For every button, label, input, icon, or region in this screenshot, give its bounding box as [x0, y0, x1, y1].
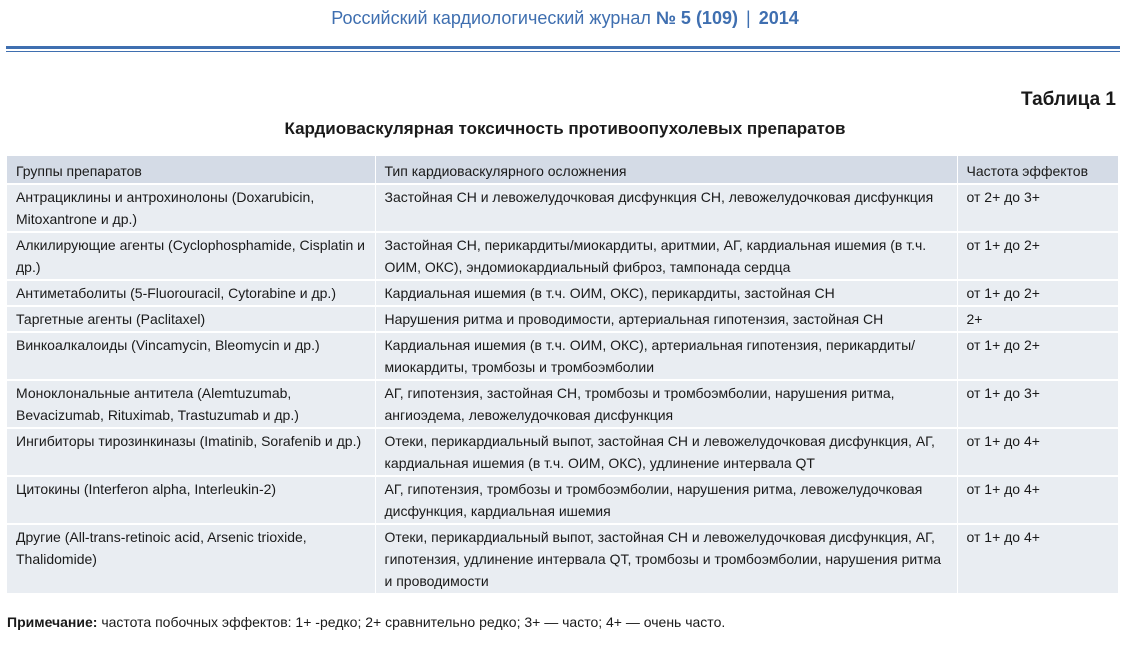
- cell-frequency: от 1+ до 2+: [957, 332, 1118, 380]
- journal-year: 2014: [758, 8, 799, 28]
- cell-complication: Кардиальная ишемия (в т.ч. ОИМ, ОКС), перикардиты, застойная СН: [375, 280, 957, 306]
- cell-complication: Кардиальная ишемия (в т.ч. ОИМ, ОКС), артериальная гипотензия, перикардиты/ миокардиты, тромбозы и тромбоэмболии: [375, 332, 957, 380]
- cell-frequency: от 1+ до 2+: [957, 232, 1118, 280]
- cell-frequency: от 2+ до 3+: [957, 184, 1118, 232]
- cell-complication: Застойная СН, перикардиты/миокардиты, аритмии, АГ, кардиальная ишемия (в т.ч. ОИМ, ОКС), эндомиокардиальный фиброз, тампонада сердца: [375, 232, 957, 280]
- table-row: [7, 476, 1118, 524]
- table-footnote: [7, 614, 725, 630]
- journal-issue: № 5 (109): [655, 8, 738, 28]
- journal-header: [0, 8, 1130, 34]
- table-title: Кардиоваскулярная токсичность противоопухолевых препаратов: [284, 119, 846, 138]
- cell-frequency: от 1+ до 4+: [957, 476, 1118, 524]
- cell-group: Цитокины (Interferon alpha, Interleukin-2): [7, 476, 375, 524]
- cell-complication: АГ, гипотензия, тромбозы и тромбоэмболии, нарушения ритма, левожелудочковая дисфункция, кардиальная ишемия: [375, 476, 957, 524]
- cell-group: Ингибиторы тирозинкиназы (Imatinib, Sorafenib и др.): [7, 428, 375, 476]
- cell-frequency: от 1+ до 4+: [957, 428, 1118, 476]
- cell-group: Другие (All-trans-retinoic acid, Arsenic trioxide, Thalidomide): [7, 524, 375, 593]
- header-separator: |: [745, 8, 751, 28]
- cell-complication: Отеки, перикардиальный выпот, застойная СН и левожелудочковая дисфункция, АГ, гипотензия, удлинение интервала QT, тромбозы и тромбоэмболии, нарушения ритма и проводимости: [375, 524, 957, 593]
- table-row: [7, 428, 1118, 476]
- cell-group: Таргетные агенты (Paclitaxel): [7, 306, 375, 332]
- cell-group: Винкоалкалоиды (Vincamycin, Bleomycin и др.): [7, 332, 375, 380]
- table-row: [7, 380, 1118, 428]
- table-row: [7, 184, 1118, 232]
- cell-complication: Застойная СН и левожелудочковая дисфункция СН, левожелудочковая дисфункция: [375, 184, 957, 232]
- table-row: [7, 332, 1118, 380]
- column-header-frequency: Частота эффектов: [957, 156, 1118, 184]
- column-header-complication: Тип кардиоваскулярного осложнения: [375, 156, 957, 184]
- table-row: [7, 232, 1118, 280]
- table-row: [7, 280, 1118, 306]
- cell-group: Алкилирующие агенты (Cyclophosphamide, Cisplatin и др.): [7, 232, 375, 280]
- cell-complication: АГ, гипотензия, застойная СН, тромбозы и тромбоэмболии, нарушения ритма, ангиоэдема, левожелудочковая дисфункция: [375, 380, 957, 428]
- table-row: [7, 524, 1118, 593]
- toxicity-table: [7, 156, 1118, 593]
- footnote-label: Примечание:: [7, 614, 98, 630]
- cell-frequency: от 1+ до 3+: [957, 380, 1118, 428]
- footnote-text: частота побочных эффектов: 1+ -редко; 2+ сравнительно редко; 3+ — часто; 4+ — очень часто.: [101, 614, 726, 630]
- cell-group: Антиметаболиты (5-Fluorouracil, Cytorabine и др.): [7, 280, 375, 306]
- cell-frequency: от 1+ до 2+: [957, 280, 1118, 306]
- table-row: [7, 306, 1118, 332]
- table-header-row: [7, 156, 1118, 184]
- journal-name: Российский кардиологический журнал: [331, 8, 651, 28]
- header-divider: [6, 46, 1120, 49]
- cell-frequency: 2+: [957, 306, 1118, 332]
- cell-group: Моноклональные антитела (Alemtuzumab, Bevacizumab, Rituximab, Trastuzumab и др.): [7, 380, 375, 428]
- cell-complication: Нарушения ритма и проводимости, артериальная гипотензия, застойная СН: [375, 306, 957, 332]
- table-number: Таблица 1: [1020, 89, 1116, 110]
- cell-complication: Отеки, перикардиальный выпот, застойная СН и левожелудочковая дисфункция, АГ, кардиальная ишемия (в т.ч. ОИМ, ОКС), удлинение интервала QT: [375, 428, 957, 476]
- header-divider-thin: [6, 51, 1120, 52]
- cell-frequency: от 1+ до 4+: [957, 524, 1118, 593]
- cell-group: Антрациклины и антрохинолоны (Doxarubicin, Mitoxantrone и др.): [7, 184, 375, 232]
- column-header-groups: Группы препаратов: [7, 156, 375, 184]
